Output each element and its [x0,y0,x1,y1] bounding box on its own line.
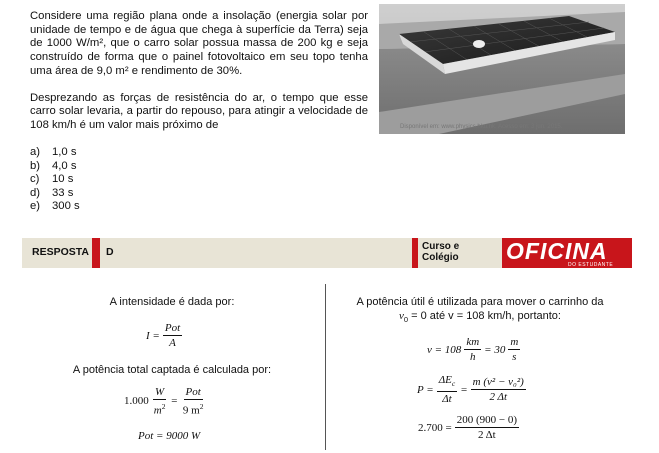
question-paragraph-1: Considere uma região plana onde a insolação (energia solar por unidade de tempo e de água que chega à superfície da Terra) seja de 1000 W/m², que o carro solar possua massa de 200 kg e seja construído de forma que o painel fotovoltaico em seu topo tenha uma área de 9,0 m² e rendimento de 30%. [30,10,368,77]
intensity-text: A intensidade é dada por: [109,296,235,308]
logo-subtitle: DO ESTUDANTE [568,262,614,268]
option-e[interactable]: e) 300 s [30,200,80,213]
final-equation: 2.700 = $\frac{200 (900 - 0)}{2 \Delta t}$ [418,414,517,441]
question-text [30,10,368,133]
answer-letter: D [106,246,114,258]
total-power-text: A potência total captada é calculada por: [72,364,272,376]
useful-power-text-1: A potência útil é utilizada para mover o carrinho da [356,296,604,308]
power-result: Pot = 9000 W [138,430,201,442]
useful-power-text-2: $v_0 = 0$ até v = 108 km/h, portanto: [399,310,561,325]
answer-label: RESPOSTA [32,246,89,258]
answer-value-box [100,238,412,268]
option-a[interactable]: a) 1,0 s [30,146,77,158]
option-b[interactable]: b) 4,0 s [30,159,77,172]
answer-options [30,146,80,214]
course-label: Curso e Colégio [422,241,460,263]
velocity-equation: v = 108 $\frac{km}{h}$ = 30 $\frac{m}{s}$ [427,336,519,363]
option-d[interactable]: d) 33 s [30,186,74,199]
question-paragraph-2: Desprezando as forças de resistência do ar, o tempo que esse carro solar levaria, a partir do repouso, para atingir a velocidade de 108 km/h é um valor mais próximo de [30,91,368,131]
photo-caption: Disponível em: www.physics.hku.hk. Acesso em: 3 jun. 2015. [400,124,563,130]
option-c[interactable]: c) 10 s [30,173,74,186]
solar-car-photo [379,4,625,134]
total-power-equation: 1.000 $\frac{W}{m^2}$ = $\frac{\text{Pot}}{9 m^2}$ [124,386,204,417]
logo-text: OFICINA [506,238,608,264]
answer-banner [22,238,632,268]
intensity-equation: I = $\frac{\text{Pot}}{A}$ [146,322,181,349]
power-energy-equation: P = $\frac{\Delta E_c}{\Delta t}$ = $\frac{\text{m (v² − v₀²)}}{2 \Delta t}$ [417,374,524,406]
column-divider [325,284,326,450]
oficina-logo [506,240,636,268]
